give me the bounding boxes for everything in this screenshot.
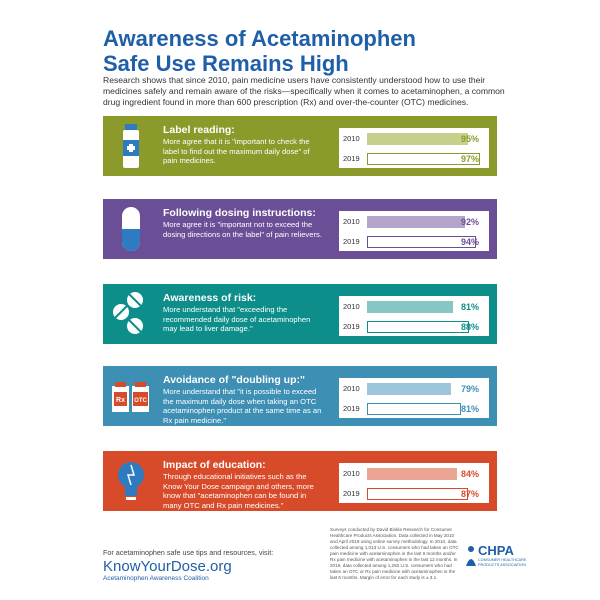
- panel-3: [103, 366, 497, 426]
- bar-value: 81%: [460, 404, 479, 414]
- intro-text: Research shows that since 2010, pain medicine users have consistently understood how to use their medicines safely and remain aware of the risks—specifically when it comes to acetaminophen, a common drug ingredient found in more than 600 prescription (Rx) and over-the-counter (OTC) medicines.: [103, 75, 505, 107]
- panel-title: Following dosing instructions:: [163, 207, 316, 219]
- page-title: [103, 26, 523, 76]
- capsule-icon: [111, 205, 151, 253]
- bar-row: [339, 380, 489, 398]
- bar-track: [367, 301, 483, 313]
- bar-row: [339, 400, 489, 418]
- title-line-1: Awareness of Acetaminophen: [103, 26, 416, 51]
- panel-title: Avoidance of "doubling up:": [163, 374, 305, 386]
- bar-year: 2019: [343, 489, 360, 498]
- panel-title: Label reading:: [163, 124, 235, 136]
- bar-fill: [367, 488, 468, 500]
- bar-year: 2019: [343, 237, 360, 246]
- bar-value: 97%: [460, 154, 479, 164]
- survey-notes: Surveys conducted by David Binkle Research for Consumer Healthcare Products Association. Data collected in May 2010 and April 2019 using online survey methodology. In 2010, data collected among 1,013 U.S. consumers who had taken an OTC pain medicine with acetaminophen in the last 6 months and/or Rx pain medicine with acetaminophen in the last 12 months. In 2019, data collected among 1,250 U.S. consumers who had taken an OTC or Rx pain medicine with acetaminophen in the last 6 months. Margin of error for each study is ± 3.1.: [330, 527, 459, 580]
- bar-track: [367, 383, 483, 395]
- bar-value: 81%: [460, 302, 479, 312]
- title-line-2: Safe Use Remains High: [103, 51, 349, 76]
- bar-value: 79%: [460, 384, 479, 394]
- panel-0: [103, 116, 497, 176]
- panel-1: [103, 199, 497, 259]
- bar-row: [339, 150, 489, 168]
- bar-track: [367, 488, 483, 500]
- bar-year: 2010: [343, 469, 360, 478]
- bar-value: 92%: [460, 217, 479, 227]
- site-link[interactable]: KnowYourDose.org: [103, 558, 232, 575]
- footer-lead: For acetaminophen safe use tips and resources, visit:: [103, 548, 274, 557]
- bar-year: 2010: [343, 217, 360, 226]
- bar-value: 94%: [460, 237, 479, 247]
- comparison-bars: [339, 296, 489, 336]
- rx-otc-boxes-icon: [111, 372, 151, 420]
- bar-year: 2010: [343, 302, 360, 311]
- bar-fill: [367, 133, 468, 145]
- bar-value: 84%: [460, 469, 479, 479]
- bar-year: 2019: [343, 154, 360, 163]
- panel-body: More agree it is "important not to exceed the dosing directions on the label" of pain relievers.: [163, 220, 322, 239]
- bar-row: [339, 318, 489, 336]
- bar-track: [367, 321, 483, 333]
- bar-year: 2010: [343, 134, 360, 143]
- panel-title: Awareness of risk:: [163, 292, 257, 304]
- bar-value: 87%: [460, 489, 479, 499]
- chpa-logo-subtitle: CONSUMER HEALTHCARE PRODUCTS ASSOCIATION: [478, 558, 527, 567]
- panel-body: More agree that it is "important to check the label to find out the maximum daily dose" of pain medicines.: [163, 137, 310, 166]
- bar-fill: [367, 236, 476, 248]
- comparison-bars: [339, 211, 489, 251]
- panel-body: Through educational initiatives such as the Know Your Dose campaign and others, more know that "acetaminophen can be found in many OTC and Rx pain medicines.": [163, 472, 314, 510]
- comparison-bars: [339, 463, 489, 503]
- coalition-name: Acetaminophen Awareness Coalition: [103, 575, 209, 582]
- comparison-bars: [339, 378, 489, 418]
- bar-row: [339, 465, 489, 483]
- bar-track: [367, 468, 483, 480]
- bar-value: 88%: [460, 322, 479, 332]
- bar-row: [339, 233, 489, 251]
- bar-fill: [367, 321, 469, 333]
- bar-track: [367, 153, 483, 165]
- pills-icon: [111, 290, 151, 338]
- bar-row: [339, 130, 489, 148]
- lightbulb-icon: [111, 457, 151, 505]
- medicine-bottle-icon: [111, 122, 151, 170]
- panel-2: [103, 284, 497, 344]
- chpa-logo-text: CHPA: [478, 543, 514, 558]
- bar-track: [367, 133, 483, 145]
- panel-title: Impact of education:: [163, 459, 266, 471]
- bar-fill: [367, 301, 453, 313]
- bar-fill: [367, 216, 465, 228]
- bar-value: 95%: [460, 134, 479, 144]
- bar-track: [367, 403, 483, 415]
- bar-track: [367, 236, 483, 248]
- otc-label: OTC: [134, 398, 147, 404]
- bar-track: [367, 216, 483, 228]
- panel-4: [103, 451, 497, 511]
- bar-row: [339, 298, 489, 316]
- rx-label: Rx: [116, 397, 125, 404]
- bar-year: 2010: [343, 384, 360, 393]
- comparison-bars: [339, 128, 489, 168]
- panel-body: More understand that "exceeding the recommended daily dose of acetaminophen may lead to liver damage.": [163, 305, 311, 334]
- bar-year: 2019: [343, 322, 360, 331]
- panel-body: More understand that "it is possible to exceed the maximum daily dose when taking an OTC acetaminophen product at the same time as an Rx pain medicine.": [163, 387, 322, 425]
- bar-row: [339, 213, 489, 231]
- bar-year: 2019: [343, 404, 360, 413]
- bar-row: [339, 485, 489, 503]
- bar-fill: [367, 383, 451, 395]
- bar-fill: [367, 468, 457, 480]
- bar-fill: [367, 403, 461, 415]
